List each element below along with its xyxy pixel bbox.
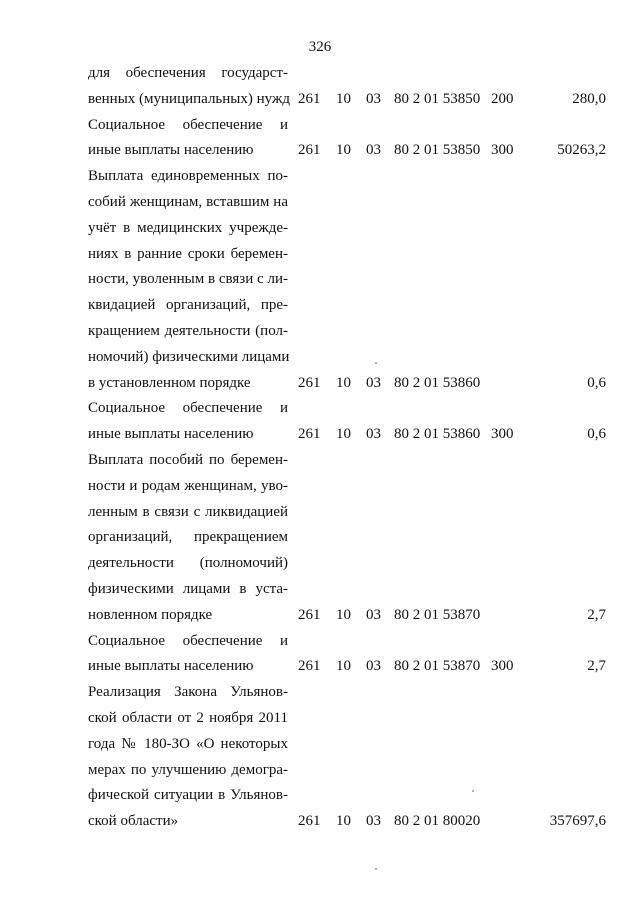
scan-speck bbox=[472, 790, 474, 792]
description-line: собий женщинам, вставшим на bbox=[88, 193, 288, 210]
description-line: организаций, прекращением bbox=[88, 529, 288, 546]
expense-type-code: 300 bbox=[491, 142, 514, 159]
section-code: 10 bbox=[336, 90, 351, 107]
description-line: ниях в ранние сроки беремен- bbox=[88, 245, 288, 262]
amount-value: 0,6 bbox=[587, 374, 606, 391]
description-line: венных (муниципальных) нужд bbox=[88, 90, 290, 107]
row-description bbox=[88, 680, 288, 835]
row-description bbox=[88, 396, 288, 448]
subsection-code: 03 bbox=[366, 374, 381, 391]
amount-value: 357697,6 bbox=[549, 813, 606, 830]
description-line: иные выплаты населению bbox=[88, 426, 254, 443]
description-line: Реализация Закона Ульянов- bbox=[88, 684, 288, 701]
description-line: Социальное обеспечение и bbox=[88, 116, 288, 133]
target-article-code: 80 2 01 53850 bbox=[394, 142, 481, 159]
target-article-code: 80 2 01 53870 bbox=[394, 658, 481, 675]
amount-value: 2,7 bbox=[587, 658, 606, 675]
expense-type-code: 300 bbox=[491, 658, 514, 675]
expense-type-code: 200 bbox=[491, 90, 514, 107]
description-line: ности, уволенным в связи с ли- bbox=[88, 271, 288, 288]
amount-value: 0,6 bbox=[587, 426, 606, 443]
description-line: Выплата единовременных по- bbox=[88, 168, 288, 185]
description-line: для обеспечения государст- bbox=[88, 65, 288, 81]
description-line: Выплата пособий по беремен- bbox=[88, 451, 288, 468]
subsection-code: 03 bbox=[366, 606, 381, 623]
subsection-code: 03 bbox=[366, 426, 381, 443]
description-line: новленном порядке bbox=[88, 606, 213, 623]
ministry-code: 261 bbox=[298, 606, 321, 623]
description-line: иные выплаты населению bbox=[88, 142, 254, 159]
amount-value: 50263,2 bbox=[557, 142, 606, 159]
row-description bbox=[88, 61, 288, 113]
description-line: ленным в связи с ликвидацией bbox=[88, 503, 288, 520]
target-article-code: 80 2 01 53860 bbox=[394, 426, 481, 443]
description-line: Социальное обеспечение и bbox=[88, 632, 288, 649]
subsection-code: 03 bbox=[366, 142, 381, 159]
section-code: 10 bbox=[336, 374, 351, 391]
description-line: в установленном порядке bbox=[88, 374, 251, 391]
ministry-code: 261 bbox=[298, 813, 321, 830]
ministry-code: 261 bbox=[298, 426, 321, 443]
description-line: иные выплаты населению bbox=[88, 658, 254, 675]
subsection-code: 03 bbox=[366, 658, 381, 675]
description-line: года № 180-ЗО «О некоторых bbox=[88, 735, 288, 752]
section-code: 10 bbox=[336, 606, 351, 623]
description-line: ности и родам женщинам, уво- bbox=[88, 477, 288, 494]
row-description bbox=[88, 113, 288, 165]
target-article-code: 80 2 01 53860 bbox=[394, 374, 481, 391]
row-description bbox=[88, 629, 288, 681]
row-description bbox=[88, 448, 288, 629]
table-row bbox=[0, 164, 640, 396]
description-line: кращением деятельности (пол- bbox=[88, 322, 288, 339]
target-article-code: 80 2 01 53870 bbox=[394, 606, 481, 623]
subsection-code: 03 bbox=[366, 90, 381, 107]
section-code: 10 bbox=[336, 658, 351, 675]
budget-table bbox=[0, 61, 640, 835]
ministry-code: 261 bbox=[298, 90, 321, 107]
ministry-code: 261 bbox=[298, 142, 321, 159]
ministry-code: 261 bbox=[298, 374, 321, 391]
description-line: физическими лицами в уста- bbox=[88, 580, 288, 597]
table-row bbox=[0, 629, 640, 681]
table-row bbox=[0, 448, 640, 629]
expense-type-code: 300 bbox=[491, 426, 514, 443]
description-line: деятельности (полномочий) bbox=[88, 555, 288, 572]
scan-speck bbox=[375, 362, 377, 364]
description-line: квидацией организаций, пре- bbox=[88, 297, 288, 314]
description-line: учёт в медицинских учрежде- bbox=[88, 219, 288, 236]
section-code: 10 bbox=[336, 142, 351, 159]
amount-value: 2,7 bbox=[587, 606, 606, 623]
amount-value: 280,0 bbox=[572, 90, 606, 107]
subsection-code: 03 bbox=[366, 813, 381, 830]
table-row bbox=[0, 61, 640, 113]
target-article-code: 80 2 01 53850 bbox=[394, 90, 481, 107]
target-article-code: 80 2 01 80020 bbox=[394, 813, 481, 830]
ministry-code: 261 bbox=[298, 658, 321, 675]
table-row bbox=[0, 113, 640, 165]
scan-speck bbox=[375, 868, 377, 870]
description-line: ской области» bbox=[88, 813, 179, 830]
description-line: номочий) физическими лицами bbox=[88, 348, 290, 365]
description-line: ской области от 2 ноября 2011 bbox=[88, 709, 288, 726]
description-line: фической ситуации в Ульянов- bbox=[88, 787, 288, 804]
description-line: мерах по улучшению демогра- bbox=[88, 761, 288, 778]
table-row bbox=[0, 396, 640, 448]
section-code: 10 bbox=[336, 426, 351, 443]
row-description bbox=[88, 164, 288, 396]
description-line: Социальное обеспечение и bbox=[88, 400, 288, 417]
section-code: 10 bbox=[336, 813, 351, 830]
table-row bbox=[0, 680, 640, 835]
page-number: 326 bbox=[308, 39, 332, 55]
